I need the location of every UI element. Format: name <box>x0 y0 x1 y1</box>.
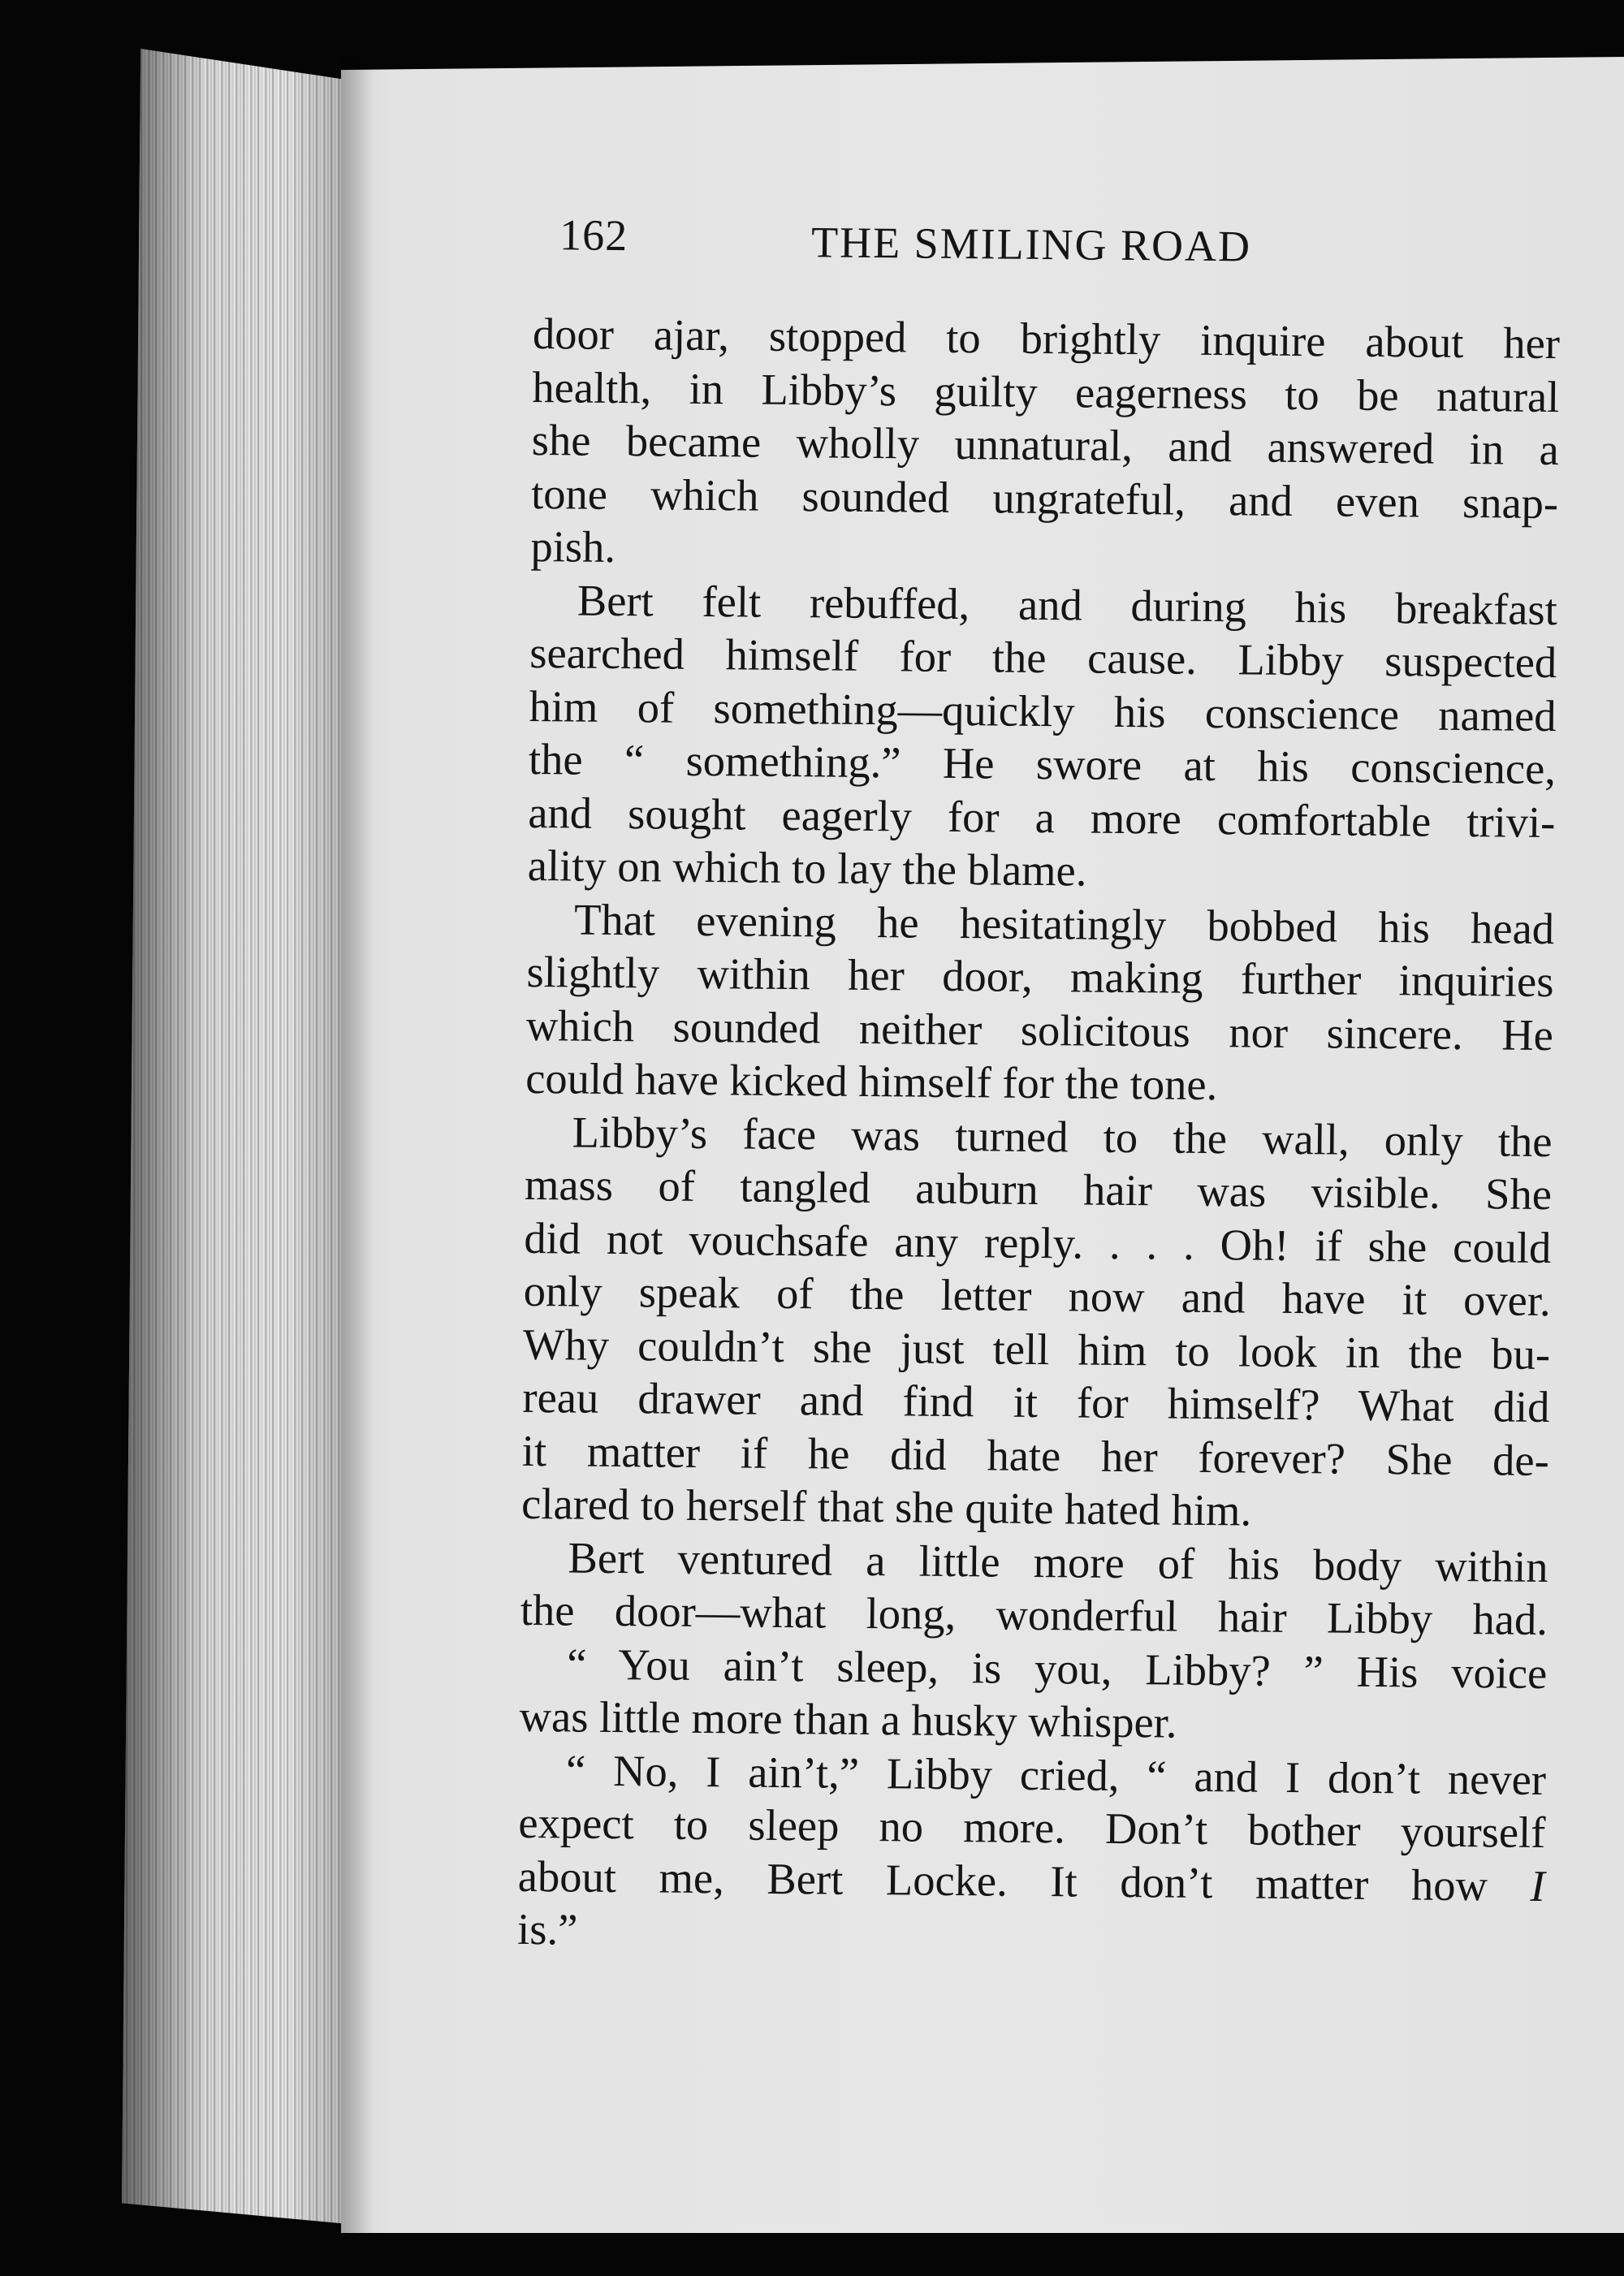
text-line: did not vouchsafe any reply. . . . Oh! if she could <box>524 1212 1552 1272</box>
text-line: “ No, I ain’t,” Libby cried, “ and I don’t never <box>565 1744 1547 1804</box>
text-line: only speak of the letter now and have it over. <box>523 1265 1551 1326</box>
text-block <box>516 0 1563 1954</box>
text-line: which sounded neither solicitous nor sincere. He <box>525 1000 1554 1060</box>
text-line: health, in Libby’s guilty eagerness to be natural <box>532 361 1560 421</box>
text-line: expect to sleep no more. Don’t bother yourself <box>518 1797 1546 1858</box>
text-line: was little more than a husky whisper. <box>519 1691 1177 1747</box>
text-line: ality on which to lay the blame. <box>527 840 1087 896</box>
page-edges-shadow <box>122 49 357 2225</box>
text-line: That evening he hesitatingly bobbed his head <box>573 894 1555 953</box>
text-line: door ajar, stopped to brightly inquire about her <box>532 308 1561 369</box>
text-line: Bert felt rebuffed, and during his breakfast <box>577 575 1558 634</box>
text-line: it matter if he did hate her forever? She de- <box>521 1425 1550 1485</box>
text-line: mass of tangled auburn hair was visible. She <box>524 1159 1553 1220</box>
text-line: clared to herself that she quite hated him. <box>520 1478 1252 1535</box>
text-line: about me, Bert Locke. It don’t matter how I <box>517 1851 1546 1911</box>
text-line: reau drawer and find it for himself? What did <box>522 1371 1550 1432</box>
text-line: Bert ventured a little more of his body within <box>568 1531 1548 1591</box>
text-line: him of something—quickly his conscience named <box>529 680 1557 741</box>
text-line: the “ something.” He swore at his conscience, <box>528 733 1557 794</box>
running-head <box>559 209 1535 276</box>
text-line: tone which sounded ungrateful, and even snap- <box>530 468 1559 528</box>
text-line: and sought eagerly for a more comfortable trivi- <box>528 787 1556 847</box>
emphasis: I <box>1530 1860 1546 1911</box>
text-line: the door—what long, wonderful hair Libby had. <box>520 1584 1548 1645</box>
text-line: she became wholly unnatural, and answered in a <box>531 414 1560 475</box>
text-line: Why couldn’t she just tell him to look in the bu- <box>522 1319 1551 1379</box>
text-line: pish. <box>530 520 616 572</box>
book-title: THE SMILING ROAD <box>810 218 1252 271</box>
text-line: slightly within her door, making further inquiries <box>526 946 1554 1007</box>
body-text <box>517 307 1560 1966</box>
text-line: could have kicked himself for the tone. <box>525 1052 1218 1110</box>
text-line: is.” <box>516 1903 578 1954</box>
text-line: “ You ain’t sleep, is you, Libby? ” His voice <box>567 1638 1548 1698</box>
text-line: searched himself for the cause. Libby suspected <box>529 627 1557 688</box>
text-line: Libby’s face was turned to the wall, only the <box>572 1106 1553 1166</box>
page-number: 162 <box>559 210 628 261</box>
gutter-shadow <box>341 57 374 2233</box>
